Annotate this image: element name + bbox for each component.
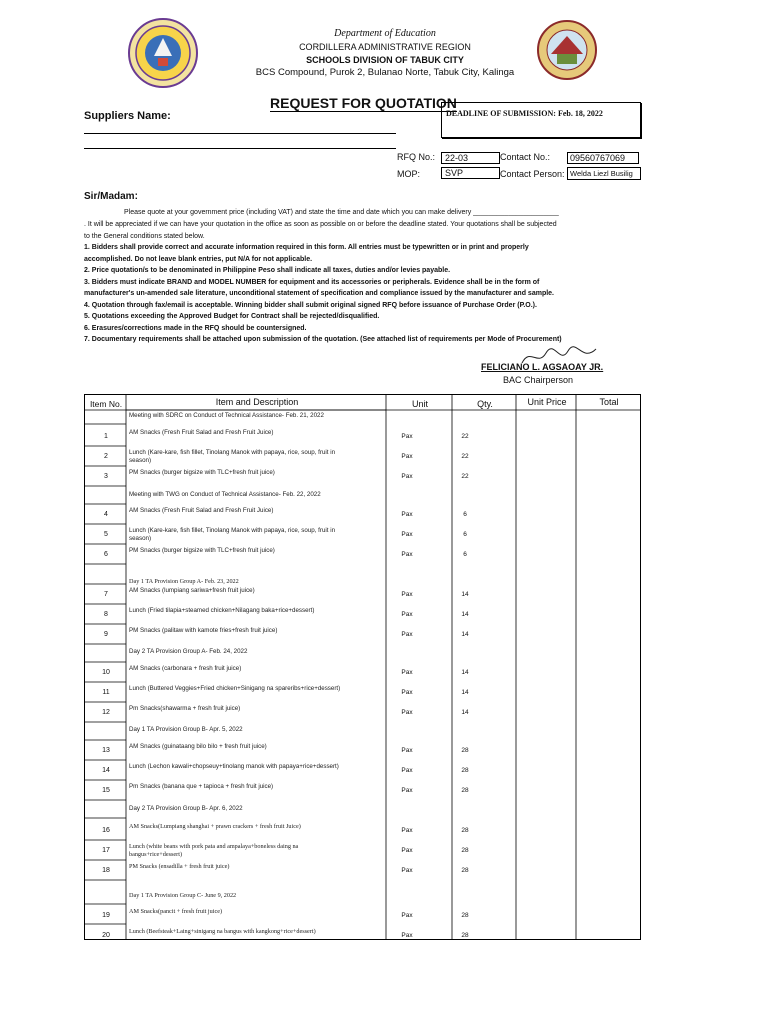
item-description: PM Snacks (ensadilla + fresh fruit juice) <box>129 863 230 870</box>
item-qty: 28 <box>461 747 469 754</box>
item-unit: Pax <box>401 511 413 518</box>
item-description: AM Snacks (Fresh Fruit Salad and Fresh Fruit Juice) <box>129 429 274 436</box>
item-number: 11 <box>102 689 110 696</box>
item-number: 15 <box>102 787 110 794</box>
region-name: CORDILLERA ADMINISTRATIVE REGION <box>299 42 471 52</box>
item-description: Lunch (Fried tilapia+steamed chicken+Nilagang baka+rice+dessert) <box>129 607 315 614</box>
header-unit-price: Unit Price <box>527 397 567 407</box>
item-qty: 6 <box>463 531 467 538</box>
item-number: 2 <box>104 453 108 460</box>
item-qty: 28 <box>461 912 469 919</box>
item-unit: Pax <box>401 867 413 874</box>
address: BCS Compound, Purok 2, Bulanao Norte, Tabuk City, Kalinga <box>255 67 515 78</box>
suppliers-label: Suppliers Name: <box>84 110 171 122</box>
item-description: PM Snacks (burger bigsize with TLC+fresh fruit juice) <box>129 469 275 476</box>
item-unit: Pax <box>401 709 413 716</box>
item-description-cont: bangus+rice+dessert) <box>129 851 183 858</box>
item-unit: Pax <box>401 747 413 754</box>
contact-value: 09560767069 <box>567 152 639 164</box>
item-description: Lunch (Buttered Veggies+Fried chicken+Sinigang na spareribs+rice+dessert) <box>129 685 341 692</box>
section-title: Day 1 TA Provision Group A- Feb. 23, 2022 <box>129 578 239 585</box>
item-description: Lunch (white beans with pork pata and ampalaya+boneless daing na <box>129 843 299 850</box>
condition-line: 7. Documentary requirements shall be attached upon submission of the quotation. (See attached list of requirements per Mode of Procurement) <box>84 336 562 343</box>
intro-line-2: . It will be appreciated if we can have your quotation in the office as soon as possible on or before the deadline stated. Your quotations shall be subjected <box>84 221 557 228</box>
item-qty: 28 <box>461 867 469 874</box>
item-number: 4 <box>104 511 108 518</box>
item-number: 8 <box>104 611 108 618</box>
item-description: AM Snacks (guinataang bilo bilo + fresh fruit juice) <box>129 743 267 750</box>
condition-line: accomplished. Do not leave blank entries, put N/A for not applicable. <box>84 255 313 263</box>
item-number: 12 <box>102 709 110 716</box>
header-desc: Item and Description <box>215 397 299 407</box>
item-unit: Pax <box>401 787 413 794</box>
item-description-cont: season) <box>129 457 152 464</box>
item-description: Lunch (Lechon kawali+chopseuy+tinolang manok with papaya+rice+dessert) <box>129 763 339 770</box>
condition-line: 2. Price quotation/s to be denominated in Philippine Peso shall indicate all taxes, duties and/or levies payable. <box>84 267 451 274</box>
item-qty: 28 <box>461 932 469 939</box>
header-total: Total <box>599 397 619 407</box>
condition-line: manufacturer's un-amended sale literature, unconditional statement of specification and compliance issued by the manufacturer and sample. <box>84 290 554 297</box>
item-unit: Pax <box>401 847 413 854</box>
item-description: PM Snacks (burger bigsize with TLC+fresh fruit juice) <box>129 547 275 554</box>
header-qty: Qty. <box>477 399 493 409</box>
item-number: 19 <box>102 912 110 919</box>
item-unit: Pax <box>401 551 413 558</box>
item-number: 17 <box>102 847 110 854</box>
item-qty: 14 <box>461 669 469 676</box>
item-unit: Pax <box>401 453 413 460</box>
section-title: Day 1 TA Provision Group C- June 9, 2022 <box>129 892 237 899</box>
section-title: Day 1 TA Provision Group B- Apr. 5, 2022 <box>129 726 243 733</box>
item-unit: Pax <box>401 531 413 538</box>
deadline-box <box>441 102 641 138</box>
item-qty: 14 <box>461 611 469 618</box>
item-qty: 14 <box>461 591 469 598</box>
item-number: 6 <box>104 551 108 558</box>
section-title: Meeting with SDRC on Conduct of Technical Assistance- Feb. 21, 2022 <box>129 412 324 419</box>
suppliers-line-1 <box>84 133 396 134</box>
item-unit: Pax <box>401 767 413 774</box>
item-description: Lunch (Kare-kare, fish fillet, Tinolang Manok with papaya, rice, soup, fruit in <box>129 527 336 534</box>
rfq-value: 22-03 <box>441 152 500 164</box>
condition-line: 6. Erasures/corrections made in the RFQ should be countersigned. <box>84 324 307 332</box>
intro-line-1: Please quote at your government price (including VAT) and state the time and date which you can make delivery ______________________ <box>124 209 559 216</box>
item-unit: Pax <box>401 473 413 480</box>
item-unit: Pax <box>401 827 413 834</box>
item-number: 1 <box>104 433 108 440</box>
item-qty: 22 <box>461 473 469 480</box>
item-qty: 14 <box>461 689 469 696</box>
item-number: 9 <box>104 631 108 638</box>
item-number: 5 <box>104 531 108 538</box>
item-description: AM Snacks (carbonara + fresh fruit juice) <box>129 665 242 672</box>
item-unit: Pax <box>401 912 413 919</box>
section-title: Day 2 TA Provision Group A- Feb. 24, 2022 <box>129 648 248 655</box>
salutation: Sir/Madam: <box>84 191 138 202</box>
items-table <box>84 394 641 940</box>
section-title: Day 2 TA Provision Group B- Apr. 6, 2022 <box>129 805 243 812</box>
item-qty: 14 <box>461 709 469 716</box>
item-unit: Pax <box>401 689 413 696</box>
rfq-label: RFQ No.: <box>397 152 436 162</box>
item-qty: 28 <box>461 827 469 834</box>
item-qty: 28 <box>461 847 469 854</box>
mop-value: SVP <box>441 167 500 179</box>
signatory-name: FELICIANO L. AGSAOAY JR. <box>481 362 604 372</box>
item-number: 16 <box>102 827 110 834</box>
item-description: AM Snacks (lumpiang sariwa+fresh fruit juice) <box>129 587 255 594</box>
mop-label: MOP: <box>397 169 421 179</box>
item-description: Lunch (Kare-kare, fish fillet, Tinolang Manok with papaya, rice, soup, fruit in <box>129 449 336 456</box>
item-qty: 28 <box>461 767 469 774</box>
condition-line: 3. Bidders must indicate BRAND and MODEL NUMBER for equipment and its accessories or peripherals. Evidence shall be in the form of <box>84 278 540 286</box>
item-number: 20 <box>102 932 110 939</box>
page-title: REQUEST FOR QUOTATION <box>270 95 457 111</box>
item-unit: Pax <box>401 611 413 618</box>
item-qty: 6 <box>463 551 467 558</box>
item-description: Lunch (Beefsteak+Laing+sinigang na bangus with kangkong+rice+dessert) <box>129 928 316 935</box>
item-qty: 6 <box>463 511 467 518</box>
header-item-no: Item No. <box>89 399 123 409</box>
item-qty: 28 <box>461 787 469 794</box>
item-description: AM Snacks(pancit + fresh fruit juice) <box>129 908 223 915</box>
section-title: Meeting with TWG on Conduct of Technical Assistance- Feb. 22, 2022 <box>129 491 321 498</box>
condition-line: 1. Bidders shall provide correct and accurate information required in this form. All entries must be typewritten or in print and properly <box>84 244 529 251</box>
item-number: 7 <box>104 591 108 598</box>
item-qty: 22 <box>461 433 469 440</box>
header-unit: Unit <box>411 399 428 409</box>
condition-line: 5. Quotations exceeding the Approved Budget for Contract shall be rejected/disqualified. <box>84 313 380 320</box>
item-unit: Pax <box>401 433 413 440</box>
item-description: Pm Snacks(shawarma + fresh fruit juice) <box>129 705 241 712</box>
item-description: PM Snacks (palitaw with kamote fries+fresh fruit juice) <box>129 627 278 634</box>
item-unit: Pax <box>401 631 413 638</box>
item-qty: 14 <box>461 631 469 638</box>
person-label: Contact Person: <box>500 169 565 179</box>
item-unit: Pax <box>401 669 413 676</box>
item-number: 3 <box>104 473 108 480</box>
intro-line-3: to the General conditions stated below. <box>84 233 205 240</box>
item-description: AM Snacks(Lumpiang shanghai + prawn crackers + fresh fruit Juice) <box>129 823 301 830</box>
person-value: Welda Liezl Busilig <box>567 167 641 180</box>
item-number: 18 <box>102 867 110 874</box>
item-description: Pm Snacks (banana que + tapioca + fresh fruit juice) <box>129 783 274 790</box>
item-number: 10 <box>102 669 110 676</box>
dept-name: Department of Education <box>334 28 436 39</box>
item-qty: 22 <box>461 453 469 460</box>
condition-line: 4. Quotation through fax/email is acceptable. Winning bidder shall submit original signed RFQ before issuance of Purchase Order (P.O.). <box>84 301 537 309</box>
item-description-cont: season) <box>129 535 152 542</box>
item-unit: Pax <box>401 932 413 939</box>
conditions-list <box>84 242 654 346</box>
item-description: AM Snacks (Fresh Fruit Salad and Fresh Fruit Juice) <box>129 507 274 514</box>
deadline-text: DEADLINE OF SUBMISSION: Feb. 18, 2022 <box>446 109 603 118</box>
contact-label: Contact No.: <box>500 152 551 162</box>
suppliers-line-2 <box>84 148 396 149</box>
item-number: 14 <box>102 767 110 774</box>
signatory-position: BAC Chairperson <box>503 375 574 385</box>
item-unit: Pax <box>401 591 413 598</box>
item-number: 13 <box>102 747 110 754</box>
division-name: SCHOOLS DIVISION OF TABUK CITY <box>306 55 464 65</box>
